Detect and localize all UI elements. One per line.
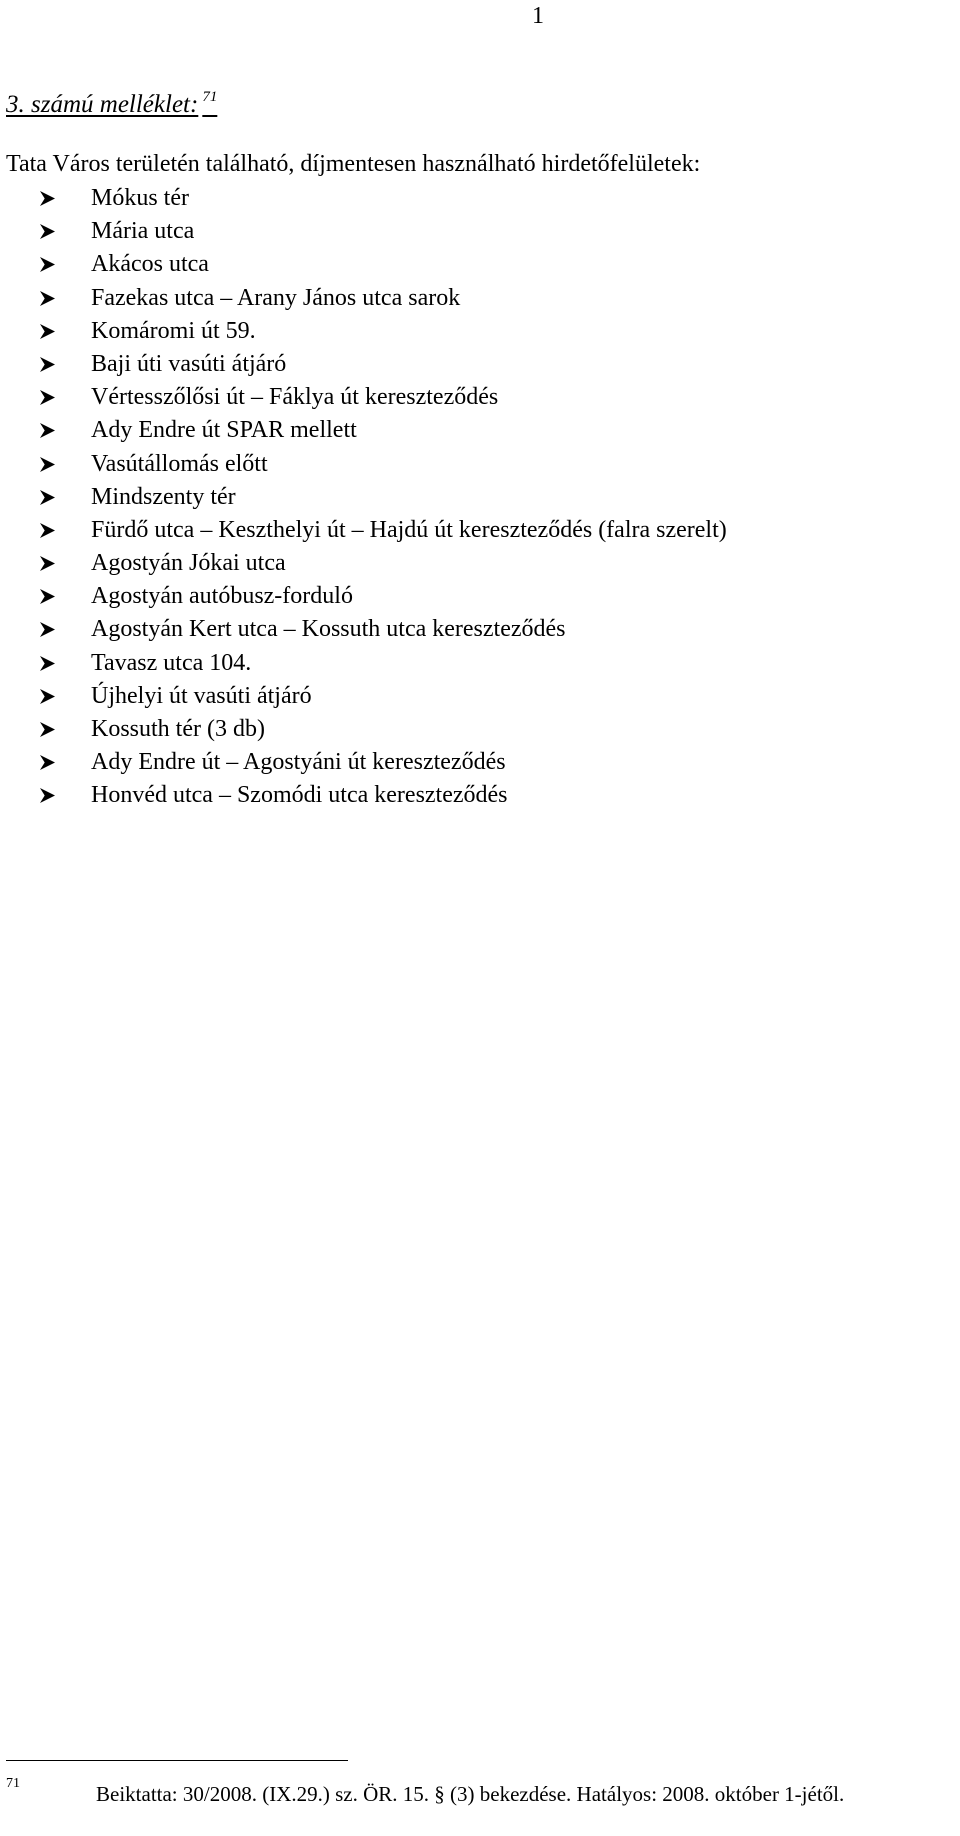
arrow-bullet-icon — [40, 589, 55, 604]
location-name: Ady Endre út SPAR mellett — [91, 417, 357, 444]
location-name: Vasútállomás előtt — [91, 450, 268, 477]
location-name: Honvéd utca – Szomódi utca kereszteződés — [91, 782, 508, 809]
arrow-bullet-icon — [40, 291, 55, 306]
arrow-bullet-icon — [40, 523, 55, 538]
arrow-bullet-icon — [40, 722, 55, 737]
location-name: Akácos utca — [91, 251, 209, 278]
arrow-bullet-icon — [40, 224, 55, 239]
arrow-bullet-icon — [40, 622, 55, 637]
location-name: Mókus tér — [91, 185, 189, 211]
location-name: Ady Endre út – Agostyáni út kereszteződés — [91, 749, 506, 776]
location-name: Vértesszőlősi út – Fáklya út kereszteződés — [91, 384, 499, 411]
arrow-bullet-icon — [40, 490, 55, 505]
arrow-bullet-icon — [40, 191, 55, 206]
arrow-bullet-icon — [40, 357, 55, 372]
location-name: Agostyán autóbusz-forduló — [91, 583, 353, 610]
location-name: Baji úti vasúti átjáró — [91, 350, 287, 377]
annex-heading — [6, 82, 217, 120]
location-name: Komáromi út 59. — [91, 317, 256, 344]
page-number: 1 — [532, 3, 544, 29]
arrow-bullet-icon — [40, 556, 55, 571]
location-name: Agostyán Kert utca – Kossuth utca kereszteződés — [91, 616, 566, 643]
location-name: Fürdő utca – Keszthelyi út – Hajdú út kereszteződés (falra szerelt) — [91, 516, 727, 543]
arrow-bullet-icon — [40, 755, 55, 770]
location-name: Kossuth tér (3 db) — [91, 716, 265, 742]
arrow-bullet-icon — [40, 457, 55, 472]
heading-footnote-ref: 71 — [202, 89, 218, 105]
location-name: Agostyán Jókai utca — [91, 550, 286, 577]
footnote-mark: 71 — [6, 1776, 20, 1791]
arrow-bullet-icon — [40, 257, 55, 272]
arrow-bullet-icon — [40, 788, 55, 803]
footnote-text: Beiktatta: 30/2008. (IX.29.) sz. ÖR. 15. § (3) bekezdése. Hatályos: 2008. október 1-jétől. — [96, 1782, 845, 1806]
footnote-divider — [6, 1760, 348, 1761]
annex-heading-text: 3. számú melléklet: — [6, 91, 199, 118]
location-name: Tavasz utca 104. — [91, 649, 252, 676]
arrow-bullet-icon — [40, 423, 55, 438]
intro-text: Tata Város területén található, díjmentesen használható hirdetőfelületek: — [6, 151, 701, 177]
arrow-bullet-icon — [40, 656, 55, 671]
location-name: Mária utca — [91, 218, 195, 245]
location-name: Mindszenty tér — [91, 483, 236, 510]
location-name: Újhelyi út vasúti átjáró — [91, 682, 312, 709]
location-name: Fazekas utca – Arany János utca sarok — [91, 284, 461, 311]
arrow-bullet-icon — [40, 324, 55, 339]
arrow-bullet-icon — [40, 689, 55, 704]
arrow-bullet-icon — [40, 390, 55, 405]
